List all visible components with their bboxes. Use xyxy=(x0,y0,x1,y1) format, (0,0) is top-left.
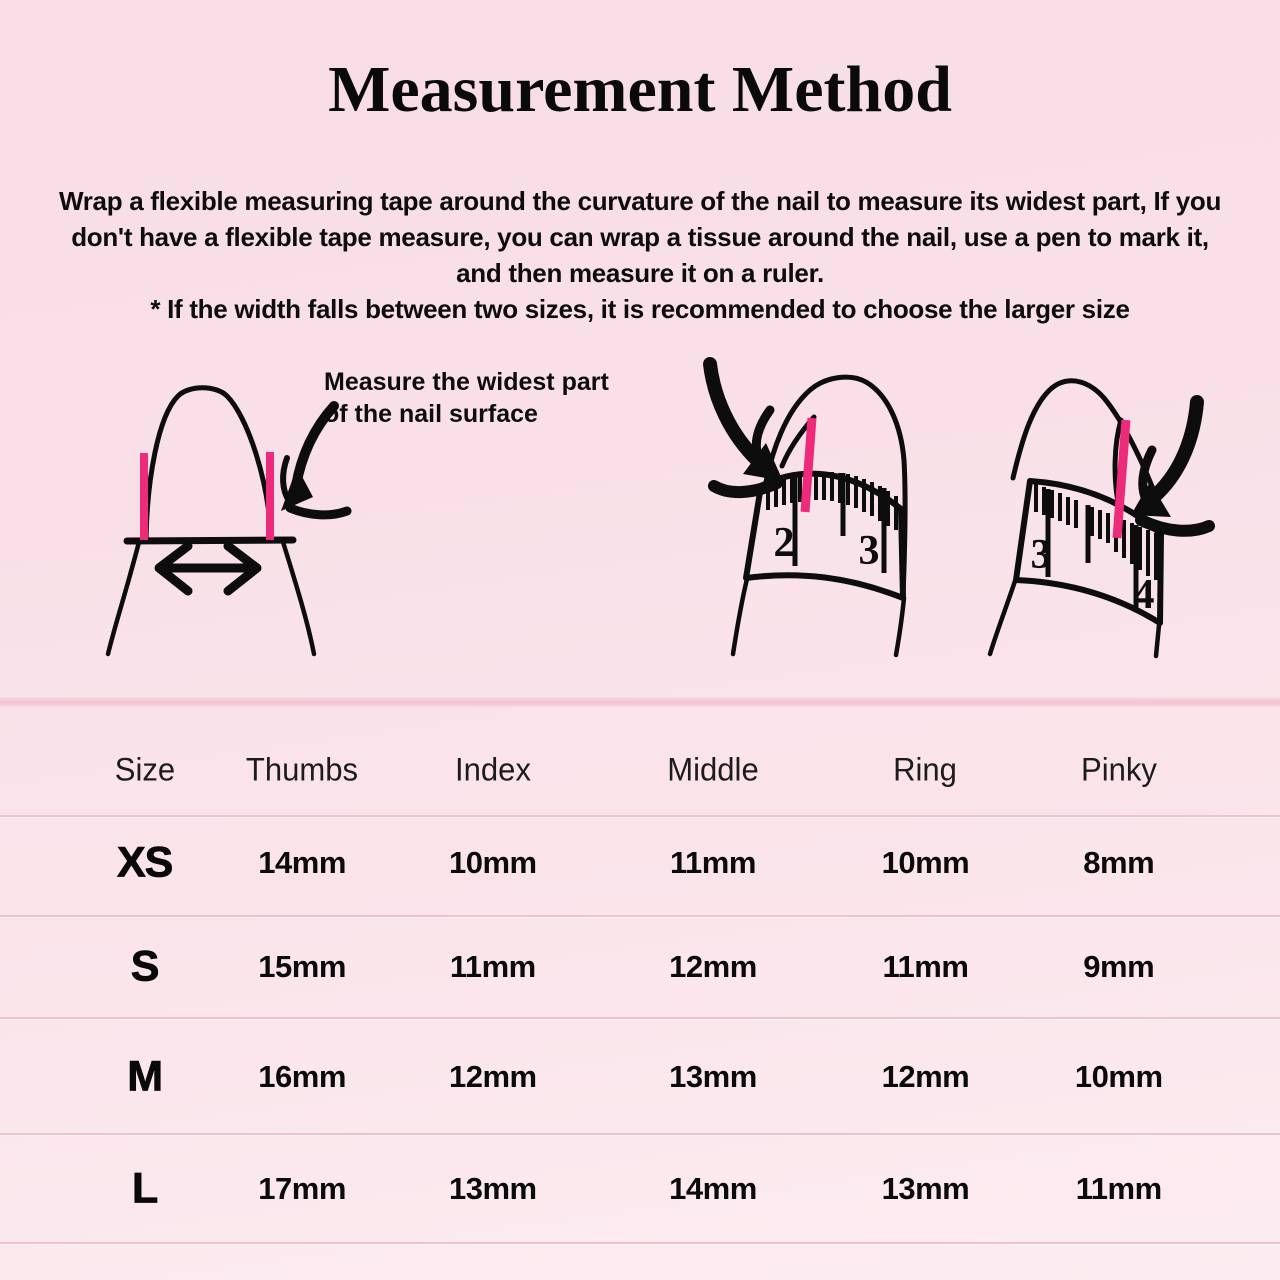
table-cell: 8mm xyxy=(1083,845,1155,880)
instructions xyxy=(0,183,1280,327)
diagram-caption xyxy=(324,366,609,430)
pointer-arrow xyxy=(1157,402,1197,494)
column-header-thumbs: Thumbs xyxy=(246,751,359,788)
column-header-middle: Middle xyxy=(667,751,759,788)
table-cell: 14mm xyxy=(258,845,346,880)
table-cell: 11mm xyxy=(670,845,756,880)
row-divider xyxy=(0,1133,1280,1135)
table-cell: 10mm xyxy=(1074,1059,1163,1094)
instructions-note: * If the width falls between two sizes, it is recommended to choose the larger size xyxy=(150,294,1130,324)
tape-number: 2 xyxy=(773,520,795,566)
table-cell: 15mm xyxy=(258,949,346,984)
pointer-arrow xyxy=(710,364,758,461)
size-label: XS xyxy=(116,838,173,887)
instructions-line-3: and then measure it on a ruler. xyxy=(456,258,824,288)
table-cell: 10mm xyxy=(881,845,970,880)
caption-line-1: Measure the widest part xyxy=(324,368,609,396)
table-cell: 17mm xyxy=(258,1171,346,1206)
finger-with-tape-illustration-1 xyxy=(710,364,905,655)
tape-number: 3 xyxy=(1030,532,1052,578)
size-label: L xyxy=(131,1164,158,1213)
column-header-index: Index xyxy=(454,751,531,788)
table-cell: 16mm xyxy=(258,1059,346,1094)
page-title: Measurement Method xyxy=(328,53,952,126)
column-header-ring: Ring xyxy=(893,751,958,788)
table-cell: 11mm xyxy=(449,949,536,984)
table-cell: 10mm xyxy=(448,845,537,880)
instructions-line-1: Wrap a flexible measuring tape around the curvature of the nail to measure its widest part, If you xyxy=(58,186,1222,216)
tape-number: 3 xyxy=(858,528,880,574)
instructions-line-2: don't have a flexible tape measure, you can wrap a tissue around the nail, use a pen to mark it, xyxy=(71,222,1209,252)
row-divider xyxy=(0,1017,1280,1019)
table-cell: 9mm xyxy=(1083,949,1155,984)
table-cell: 12mm xyxy=(448,1059,537,1094)
finger-front-view-illustration xyxy=(108,388,347,654)
table-cell: 13mm xyxy=(881,1171,970,1206)
table-cell: 11mm xyxy=(882,949,969,984)
tape-number: 4 xyxy=(1133,572,1155,618)
table-cell: 12mm xyxy=(881,1059,970,1094)
size-label: M xyxy=(127,1052,163,1101)
row-divider xyxy=(0,1242,1280,1244)
table-cell: 14mm xyxy=(669,1171,757,1206)
row-divider xyxy=(0,815,1280,817)
caption-line-2: of the nail surface xyxy=(324,400,538,428)
size-label: S xyxy=(130,942,159,991)
table-cell: 13mm xyxy=(448,1171,537,1206)
table-cell: 13mm xyxy=(669,1059,757,1094)
table-top-divider xyxy=(0,697,1280,707)
column-header-pinky: Pinky xyxy=(1080,751,1157,788)
row-divider xyxy=(0,915,1280,917)
finger-measurement-diagram xyxy=(0,340,1280,700)
table-cell: 11mm xyxy=(1075,1171,1162,1206)
finger-with-tape-illustration-2 xyxy=(990,381,1209,656)
table-cell: 12mm xyxy=(669,949,757,984)
column-header-size: Size xyxy=(114,751,175,788)
